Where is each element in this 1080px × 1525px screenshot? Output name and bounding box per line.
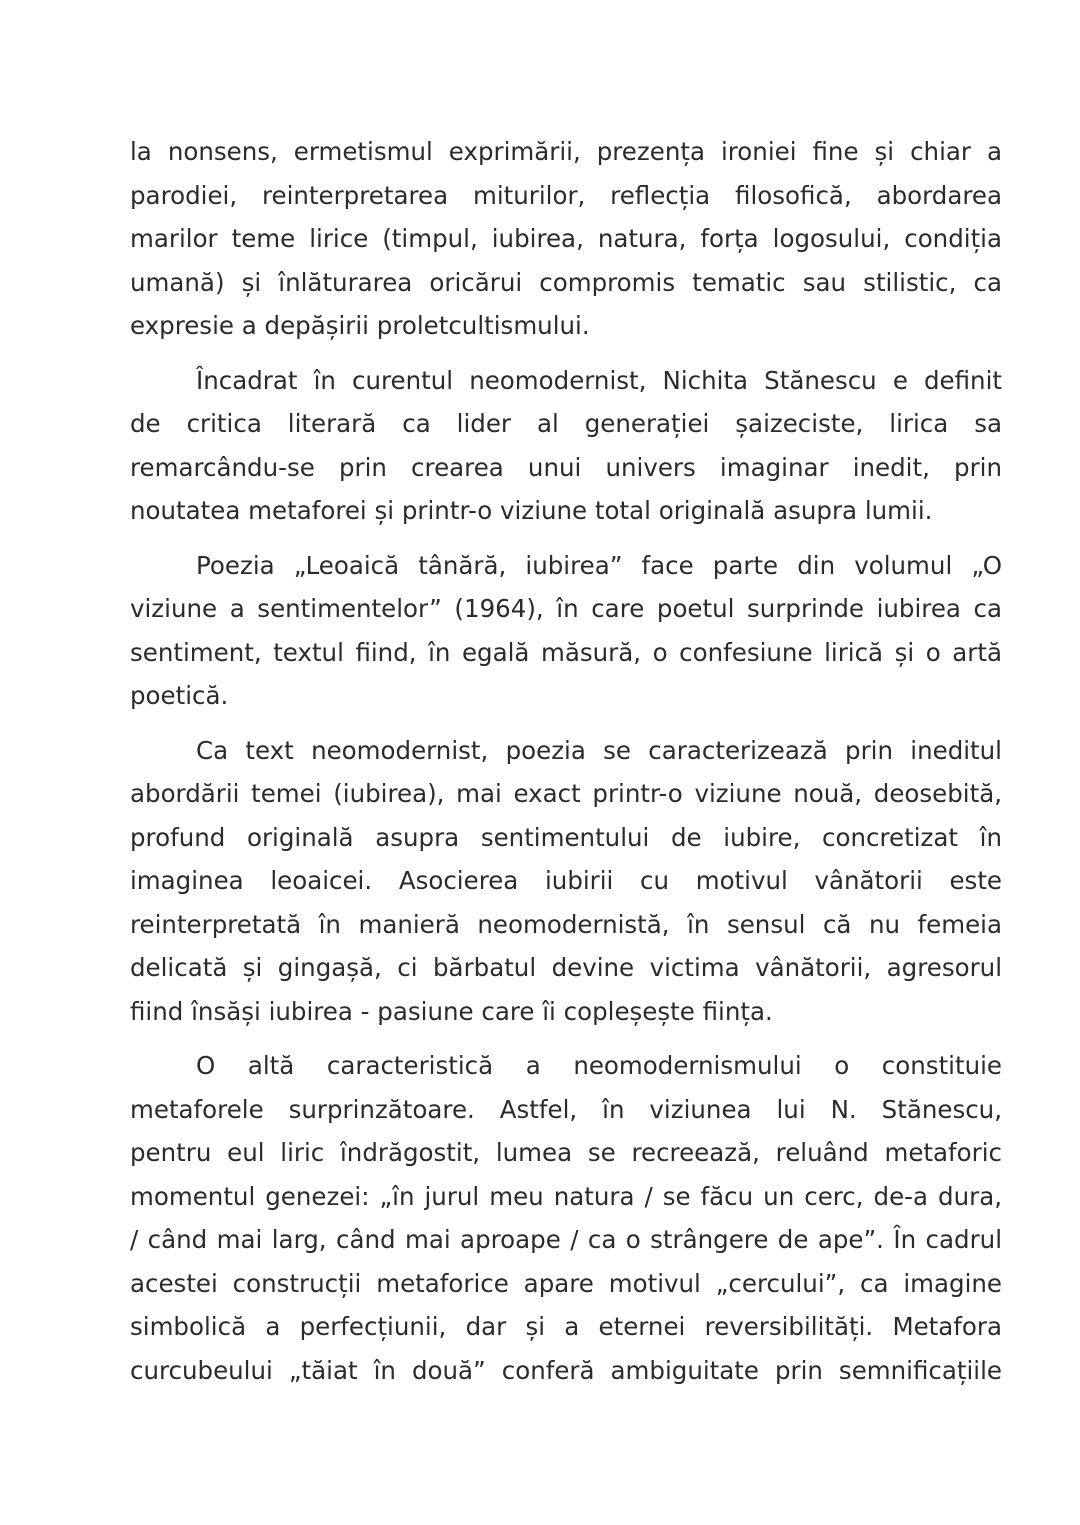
- text-line: la nonsens, ermetismul exprimării, prezența ironiei fine și chiar a: [130, 137, 1002, 166]
- paragraph: [130, 1044, 1002, 1392]
- text-line: delicată și gingașă, ci bărbatul devine victima vânătorii, agresorul: [130, 953, 1002, 982]
- text-line: profund originală asupra sentimentului de iubire, concretizat în: [130, 822, 1002, 852]
- text-line: imaginea leoaicei. Asocierea iubirii cu motivul vânătorii este: [130, 866, 1002, 895]
- text-line: viziune a sentimentelor” (1964), în care poetul surprinde iubirea ca: [130, 594, 1002, 623]
- text-line: poetică.: [130, 681, 229, 710]
- text-line: remarcându-se prin crearea unui univers imaginar inedit, prin: [130, 452, 1002, 482]
- text-line: marilor teme lirice (timpul, iubirea, natura, forța logosului, condiția: [130, 224, 1002, 253]
- text-line: fiind însăși iubirea - pasiune care îi copleșește ființa.: [130, 996, 773, 1026]
- text-line: curcubeului „tăiat în două” conferă ambiguitate prin semnificațiile: [130, 1355, 1002, 1385]
- text-line: O altă caracteristică a neomodernismului o constituie: [196, 1051, 1002, 1080]
- text-line: pentru eul liric îndrăgostit, lumea se recreează, reluând metaforic: [130, 1138, 1002, 1167]
- text-line: parodiei, reinterpretarea miturilor, reflecția filosofică, abordarea: [130, 180, 1002, 210]
- text-line: sentiment, textul fiind, în egală măsură, o confesiune lirică și o artă: [130, 637, 1002, 667]
- text-line: abordării temei (iubirea), mai exact printr-o viziune nouă, deosebită,: [130, 779, 1002, 808]
- text-line: Încadrat în curentul neomodernist, Nichita Stănescu e definit: [196, 365, 1002, 395]
- text-line: reinterpretată în manieră neomodernistă, în sensul că nu femeia: [130, 909, 1002, 939]
- text-line: Ca text neomodernist, poezia se caracterizează prin ineditul: [196, 735, 1002, 765]
- paragraph: [130, 729, 1002, 1034]
- text-line: momentul genezei: „în jurul meu natura / se făcu un cerc, de-a dura,: [130, 1181, 1002, 1211]
- text-line: expresie a depășirii proletcultismului.: [130, 311, 590, 340]
- paragraph: [130, 130, 1002, 348]
- text-line: metaforele surprinzătoare. Astfel, în viziunea lui N. Stănescu,: [130, 1094, 1002, 1124]
- text-line: noutatea metaforei și printr-o viziune total originală asupra lumii.: [130, 496, 933, 525]
- text-line: umană) și înlăturarea oricărui compromis tematic sau stilistic, ca: [130, 267, 1002, 297]
- text-line: simbolică a perfecțiunii, dar și a eternei reversibilități. Metafora: [130, 1312, 1002, 1341]
- paragraph: [130, 359, 1002, 533]
- text-line: Poezia „Leoaică tânără, iubirea” face parte din volumul „O: [196, 550, 1002, 580]
- text-line: / când mai larg, când mai aproape / ca o strângere de ape”. În cadrul: [130, 1225, 1002, 1254]
- paragraph: [130, 544, 1002, 718]
- text-line: acestei construcții metaforice apare motivul „cercului”, ca imagine: [130, 1268, 1002, 1298]
- document-page: [130, 130, 1002, 1403]
- text-line: de critica literară ca lider al generației șaizeciste, lirica sa: [130, 409, 1002, 438]
